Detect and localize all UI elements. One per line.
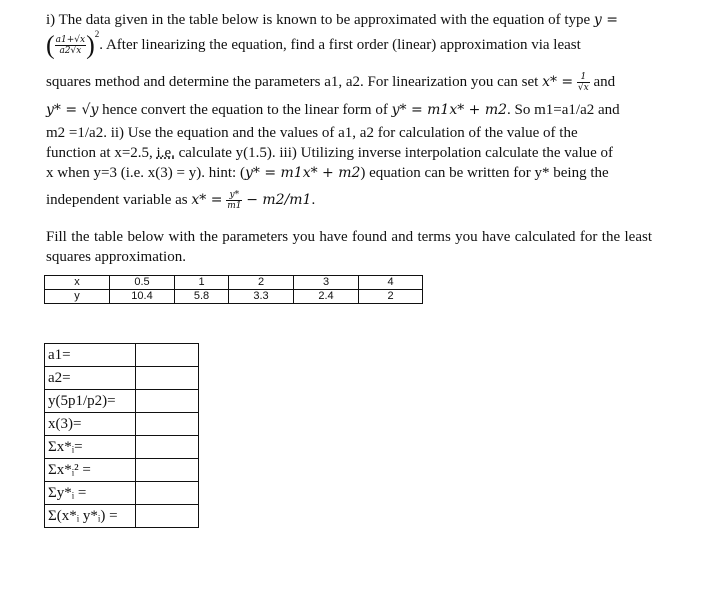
problem-line-1	[46, 12, 652, 29]
problem-text: calculate y(1.5). iii) Utilizing inverse interpolation calculate the value of	[174, 145, 614, 161]
result-label: a1=	[45, 344, 136, 367]
paren-open: (	[46, 30, 55, 60]
table-cell: 2	[229, 276, 294, 290]
table-cell: 2	[359, 290, 423, 304]
table-row-x	[45, 276, 423, 290]
table-row	[45, 413, 199, 436]
table-row	[45, 505, 199, 528]
table-row	[45, 344, 199, 367]
problem-line-8	[46, 190, 652, 211]
fraction-ystar-m1: $\frac{y*}{m1}$	[227, 190, 242, 211]
fraction-a1-a2: $\frac{a1+√x}{a2√x}$	[55, 35, 86, 56]
result-answer-field[interactable]	[136, 459, 199, 482]
problem-text: x when y=3 (i.e. x(3) = y). hint: (	[46, 165, 245, 181]
table-row	[45, 436, 199, 459]
result-label: y(5p1/p2)=	[45, 390, 136, 413]
problem-text: hence convert the equation to the linear form of	[98, 102, 392, 118]
table-cell: 5.8	[175, 290, 229, 304]
instruction-paragraph: Fill the table below with the parameters you have found and terms you have calculated for the least squares approximation.	[46, 229, 652, 265]
result-answer-field[interactable]	[136, 390, 199, 413]
table-cell: 2.4	[294, 290, 359, 304]
problem-text: and	[589, 73, 616, 90]
problem-line-4	[46, 102, 652, 119]
problem-line-5	[46, 125, 652, 142]
equation-linear-form: y* = m1x* + m2	[391, 102, 508, 118]
result-label: Σy*ᵢ =	[45, 482, 136, 505]
equation-xstar: x* =	[542, 73, 574, 90]
result-answer-field[interactable]	[136, 367, 199, 390]
result-answer-field[interactable]	[136, 344, 199, 367]
equation-hint: y* = m1x* + m2	[244, 165, 361, 181]
table-row	[45, 367, 199, 390]
problem-line-6	[46, 145, 652, 162]
table-row-y	[45, 290, 423, 304]
result-answer-field[interactable]	[136, 413, 199, 436]
problem-text: .	[311, 191, 316, 208]
problem-text: . So m1=a1/a2 and	[507, 102, 620, 118]
problem-text: ) equation can be written for y* being the	[360, 165, 609, 181]
results-table	[44, 343, 199, 528]
data-table	[44, 275, 423, 304]
problem-text: squares method and determine the parameters a1, a2. For linearization you can set	[46, 73, 543, 90]
table-header-y: y	[45, 290, 110, 304]
problem-text: independent variable as	[46, 191, 192, 208]
result-answer-field[interactable]	[136, 436, 199, 459]
table-cell: 4	[359, 276, 423, 290]
problem-text: m2 =1/a2. ii) Use the equation and the values of a1, a2 for calculation of the value of the	[46, 125, 578, 141]
result-label: Σx*ᵢ² =	[45, 459, 136, 482]
problem-text: . After linearizing the equation, find a first order (linear) approximation via least	[99, 36, 581, 53]
table-cell: 3.3	[229, 290, 294, 304]
equation-m2-m1: − m2/m1	[246, 191, 312, 208]
table-row	[45, 390, 199, 413]
equation-ystar: y* = √y	[46, 102, 99, 118]
table-cell: 0.5	[110, 276, 175, 290]
table-cell: 10.4	[110, 290, 175, 304]
paren-close: )	[86, 30, 95, 60]
equation-y: y =	[593, 12, 619, 28]
equation-xstar-inverse: x* =	[191, 191, 223, 208]
table-row	[45, 459, 199, 482]
result-label: Σ(x*ᵢ y*ᵢ) =	[45, 505, 136, 528]
problem-line-3	[46, 72, 652, 93]
ie-abbrev: i.e.	[156, 145, 175, 161]
exponent: 2	[94, 29, 100, 39]
result-label: x(3)=	[45, 413, 136, 436]
fraction-1-sqrtx: $\frac{1}{√x}$	[577, 72, 589, 93]
table-header-x: x	[45, 276, 110, 290]
table-cell: 1	[175, 276, 229, 290]
result-label: a2=	[45, 367, 136, 390]
result-answer-field[interactable]	[136, 505, 199, 528]
problem-text: i) The data given in the table below is known to be approximated with the equation of type	[46, 12, 594, 28]
problem-text: function at x=2.5,	[46, 145, 157, 161]
result-answer-field[interactable]	[136, 482, 199, 505]
table-cell: 3	[294, 276, 359, 290]
result-label: Σx*ᵢ=	[45, 436, 136, 459]
problem-line-7	[46, 165, 652, 182]
table-row	[45, 482, 199, 505]
problem-line-2	[46, 29, 652, 60]
